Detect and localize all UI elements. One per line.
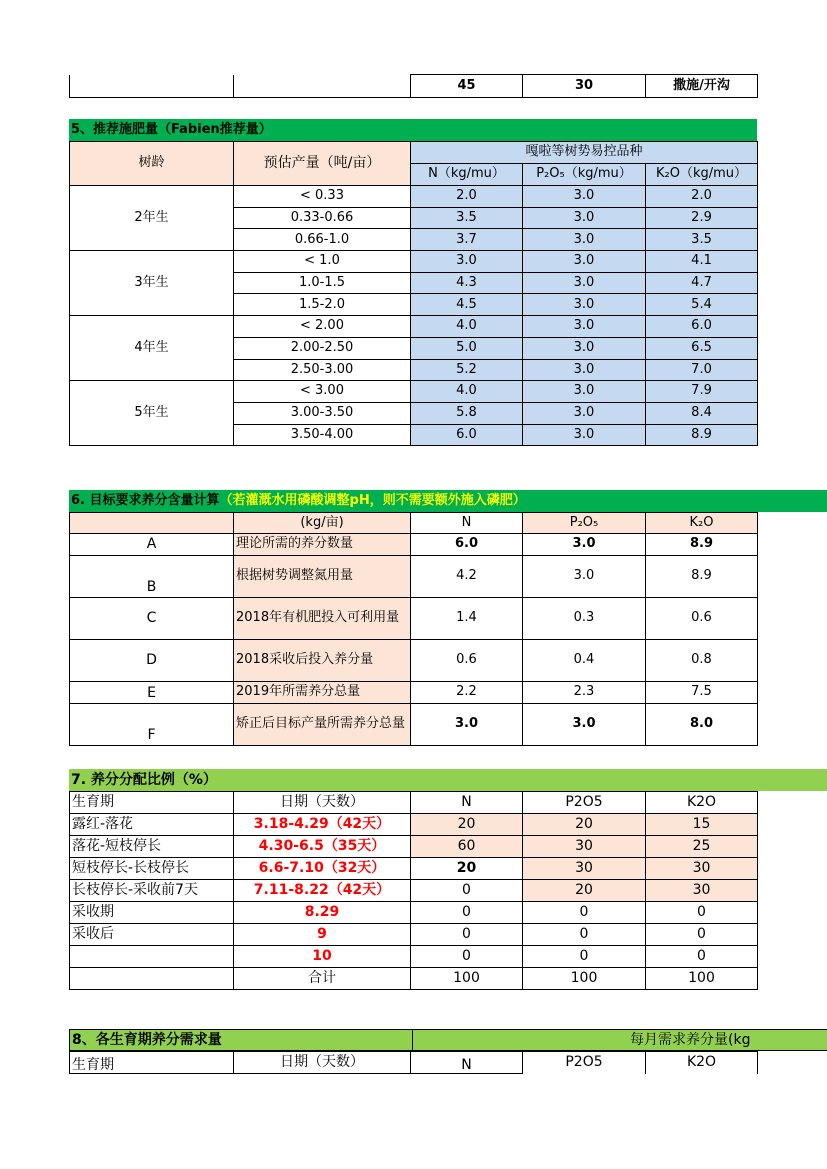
row-id: A	[70, 534, 234, 556]
k-value: 8.0	[646, 704, 758, 746]
k-value: 2.9	[646, 207, 758, 229]
n-value: 4.0	[411, 381, 523, 403]
sec7-header	[69, 769, 827, 791]
n-value: 6.0	[411, 424, 523, 446]
sec5-col-p: P₂O₅（kg/mu）	[523, 164, 646, 186]
total-label: 合计	[234, 968, 411, 990]
sec8-right-title: 每月需求养分量(kg	[630, 1032, 751, 1048]
k-value: 4.1	[646, 251, 758, 273]
p-value: 3.0	[523, 207, 646, 229]
n-value: 4.0	[411, 316, 523, 338]
sec8-col-k: K2O	[646, 1052, 758, 1074]
sec7-col-stage: 生育期	[70, 792, 234, 814]
table-row	[70, 381, 758, 403]
yield-range: < 0.33	[234, 186, 411, 208]
stage-date: 6.6-7.10（32天）	[234, 858, 411, 880]
top-p-value: 30	[523, 75, 646, 98]
sec7-col-date: 日期（天数）	[234, 792, 411, 814]
n-value: 5.8	[411, 402, 523, 424]
k-value: 5.4	[646, 294, 758, 316]
yield-range: 1.5-2.0	[234, 294, 411, 316]
tree-age: 2年生	[70, 186, 234, 251]
top-method: 撒施/开沟	[646, 75, 758, 98]
k-value: 0	[646, 924, 758, 946]
n-value: 4.2	[411, 556, 523, 598]
k-value: 25	[646, 836, 758, 858]
k-value: 8.4	[646, 402, 758, 424]
k-value: 7.0	[646, 359, 758, 381]
k-value: 0.8	[646, 640, 758, 682]
total-row	[70, 968, 758, 990]
row-id: D	[70, 640, 234, 682]
tree-age: 5年生	[70, 381, 234, 446]
table-row	[70, 902, 758, 924]
top-empty-2	[234, 75, 411, 98]
top-n-value: 45	[411, 75, 523, 98]
table-row	[70, 251, 758, 273]
table-row	[70, 316, 758, 338]
sec8-col-n: N	[411, 1052, 523, 1074]
sec8-table	[69, 1051, 758, 1074]
row-id: B	[70, 556, 234, 598]
p-value: 3.0	[523, 186, 646, 208]
total-k: 100	[646, 968, 758, 990]
n-value: 0	[411, 946, 523, 968]
yield-range: 3.00-3.50	[234, 402, 411, 424]
table-row	[70, 836, 758, 858]
sec6-title: 6. 目标要求养分含量计算	[71, 493, 220, 508]
yield-range: < 2.00	[234, 316, 411, 338]
table-row	[70, 682, 758, 704]
row-id: E	[70, 682, 234, 704]
p-value: 0	[523, 946, 646, 968]
p-value: 3.0	[523, 294, 646, 316]
k-value: 30	[646, 858, 758, 880]
stage-name: 采收后	[70, 924, 234, 946]
k-value: 30	[646, 880, 758, 902]
n-value: 1.4	[411, 598, 523, 640]
n-value: 2.0	[411, 186, 523, 208]
p-value: 3.0	[523, 272, 646, 294]
sec7-col-n: N	[411, 792, 523, 814]
p-value: 3.0	[523, 381, 646, 403]
n-value: 3.7	[411, 229, 523, 251]
sec8-header	[69, 1029, 827, 1051]
p-value: 20	[523, 880, 646, 902]
sec5-table	[69, 141, 758, 446]
n-value: 4.3	[411, 272, 523, 294]
sec8-col-p: P2O5	[523, 1052, 646, 1074]
sec5-col-yield: 预估产量（吨/亩）	[234, 142, 411, 186]
p-value: 20	[523, 814, 646, 836]
p-value: 3.0	[523, 337, 646, 359]
row-label: 理论所需的养分数量	[234, 534, 411, 556]
p-value: 3.0	[523, 316, 646, 338]
row-label: 根据树势调整氮用量	[234, 556, 411, 598]
row-id: F	[70, 704, 234, 746]
stage-date: 9	[234, 924, 411, 946]
row-id: C	[70, 598, 234, 640]
p-value: 3.0	[523, 229, 646, 251]
n-value: 5.2	[411, 359, 523, 381]
sec7-col-k: K2O	[646, 792, 758, 814]
table-row	[70, 556, 758, 598]
k-value: 0	[646, 946, 758, 968]
k-value: 4.7	[646, 272, 758, 294]
p-value: 3.0	[523, 359, 646, 381]
stage-name: 落花-短枝停长	[70, 836, 234, 858]
table-row	[70, 598, 758, 640]
yield-range: 3.50-4.00	[234, 424, 411, 446]
p-value: 3.0	[523, 556, 646, 598]
sec8-col-date: 日期（天数）	[234, 1052, 411, 1074]
k-value: 7.5	[646, 682, 758, 704]
sec5-col-k: K₂O（kg/mu）	[646, 164, 758, 186]
row-label: 2019年所需养分总量	[234, 682, 411, 704]
yield-range: < 1.0	[234, 251, 411, 273]
yield-range: 0.66-1.0	[234, 229, 411, 251]
yield-range: 2.00-2.50	[234, 337, 411, 359]
table-row	[70, 880, 758, 902]
stage-date: 8.29	[234, 902, 411, 924]
k-value: 3.5	[646, 229, 758, 251]
p-value: 3.0	[523, 424, 646, 446]
stage-date: 10	[234, 946, 411, 968]
p-value: 3.0	[523, 704, 646, 746]
n-value: 3.0	[411, 704, 523, 746]
sec5-col-age: 树龄	[70, 142, 234, 186]
p-value: 3.0	[523, 251, 646, 273]
stage-date: 7.11-8.22（42天）	[234, 880, 411, 902]
n-value: 2.2	[411, 682, 523, 704]
sec5-col-group: 嘎啦等树势易控品种	[411, 142, 758, 164]
stage-name: 采收期	[70, 902, 234, 924]
sec7-col-p: P2O5	[523, 792, 646, 814]
top-row-table	[69, 74, 758, 98]
total-p: 100	[523, 968, 646, 990]
p-value: 0.4	[523, 640, 646, 682]
k-value: 0	[646, 902, 758, 924]
n-value: 0	[411, 924, 523, 946]
table-row	[70, 534, 758, 556]
sec7-table	[69, 791, 758, 990]
table-row	[70, 640, 758, 682]
sec8-col-stage: 生育期	[70, 1052, 234, 1074]
top-empty-1	[70, 75, 234, 98]
k-value: 7.9	[646, 381, 758, 403]
k-value: 2.0	[646, 186, 758, 208]
p-value: 30	[523, 858, 646, 880]
table-row	[70, 704, 758, 746]
sec8-title: 8、各生育期养分需求量	[70, 1030, 413, 1050]
sec5-title: 5、推荐施肥量（Fabien推荐量）	[71, 122, 272, 137]
k-value: 8.9	[646, 534, 758, 556]
yield-range: 2.50-3.00	[234, 359, 411, 381]
p-value: 0	[523, 924, 646, 946]
table-row	[70, 946, 758, 968]
yield-range: 0.33-0.66	[234, 207, 411, 229]
sec6-col-n: N	[411, 513, 523, 534]
p-value: 0	[523, 902, 646, 924]
k-value: 15	[646, 814, 758, 836]
stage-name: 长枝停长-采收前7天	[70, 880, 234, 902]
sec6-col-p: P₂O₅	[523, 513, 646, 534]
total-blank	[70, 968, 234, 990]
k-value: 6.0	[646, 316, 758, 338]
row-label: 2018采收后投入养分量	[234, 640, 411, 682]
p-value: 3.0	[523, 534, 646, 556]
stage-date: 3.18-4.29（42天）	[234, 814, 411, 836]
sec6-header-blank	[70, 513, 234, 534]
table-row	[70, 858, 758, 880]
sec6-table	[69, 512, 758, 746]
stage-name: 短枝停长-长枝停长	[70, 858, 234, 880]
sec5-col-n: N（kg/mu）	[411, 164, 523, 186]
yield-range: < 3.00	[234, 381, 411, 403]
n-value: 6.0	[411, 534, 523, 556]
n-value: 0.6	[411, 640, 523, 682]
n-value: 20	[411, 814, 523, 836]
n-value: 3.5	[411, 207, 523, 229]
tree-age: 4年生	[70, 316, 234, 381]
n-value: 0	[411, 902, 523, 924]
stage-date: 4.30-6.5（35天）	[234, 836, 411, 858]
p-value: 3.0	[523, 402, 646, 424]
row-label: 矫正后目标产量所需养分总量	[234, 704, 411, 746]
p-value: 2.3	[523, 682, 646, 704]
total-n: 100	[411, 968, 523, 990]
sec5-header	[69, 119, 757, 141]
n-value: 3.0	[411, 251, 523, 273]
p-value: 0.3	[523, 598, 646, 640]
stage-name: 露红-落花	[70, 814, 234, 836]
k-value: 8.9	[646, 424, 758, 446]
n-value: 4.5	[411, 294, 523, 316]
yield-range: 1.0-1.5	[234, 272, 411, 294]
sec6-col-k: K₂O	[646, 513, 758, 534]
sec6-col-unit: (kg/亩)	[234, 513, 411, 534]
stage-name	[70, 946, 234, 968]
sec6-note: （若灌溉水用磷酸调整pH，则不需要额外施入磷肥）	[219, 493, 526, 508]
k-value: 6.5	[646, 337, 758, 359]
k-value: 0.6	[646, 598, 758, 640]
p-value: 30	[523, 836, 646, 858]
k-value: 8.9	[646, 556, 758, 598]
n-value: 20	[411, 858, 523, 880]
tree-age: 3年生	[70, 251, 234, 316]
n-value: 60	[411, 836, 523, 858]
sec6-header	[69, 490, 827, 512]
sec7-title: 7. 养分分配比例（%）	[71, 772, 217, 788]
table-row	[70, 814, 758, 836]
n-value: 5.0	[411, 337, 523, 359]
table-row	[70, 186, 758, 208]
table-row	[70, 924, 758, 946]
n-value: 0	[411, 880, 523, 902]
row-label: 2018年有机肥投入可利用量	[234, 598, 411, 640]
